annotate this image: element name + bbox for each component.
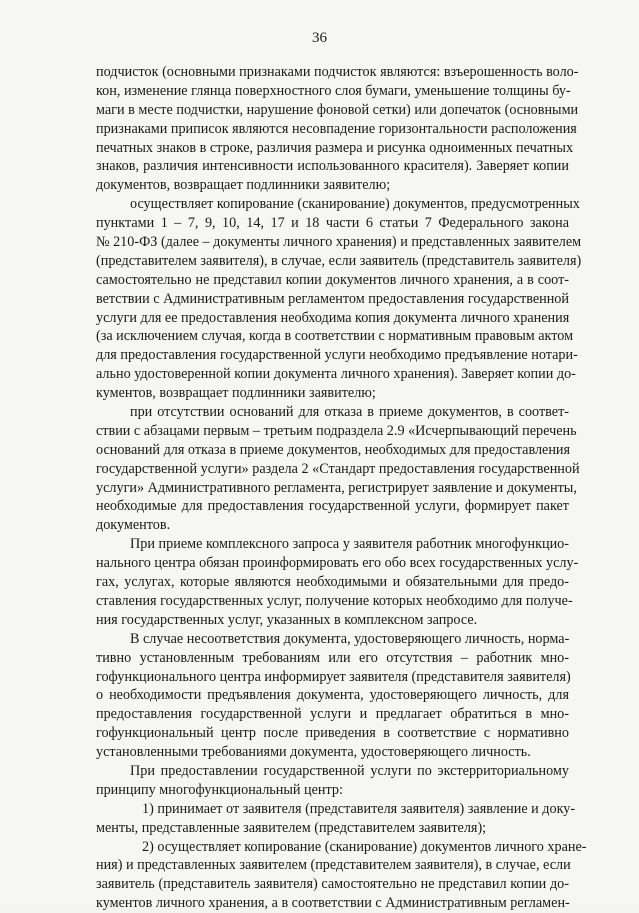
- text-line: услуги для ее предоставления необходима копия документа личного хранения: [96, 309, 570, 326]
- text-line: При предоставлении государственной услуги по экстерриториальному: [130, 762, 569, 779]
- text-line: ветствии с Административным регламентом предоставления государственной: [96, 290, 569, 307]
- text-line: При приеме комплексного запроса у заявителя работник многофункцио-: [130, 536, 569, 553]
- text-line: печатных знаков в строке, различия размера и рисунка одноименных печатных: [96, 139, 574, 156]
- text-line: 1) принимает от заявителя (представителя заявителя) заявление и доку-: [142, 800, 576, 817]
- text-line: кументов личного хранения, а в соответствии с Административным регламен-: [96, 895, 570, 912]
- text-line: услуги» Административного регламента, регистрирует заявление и документы,: [96, 479, 577, 496]
- text-line: ально удостоверенной копии документа личного хранения). Заверяет копии до-: [96, 366, 576, 383]
- text-line: государственной услуги» раздела 2 «Стандарт предоставления государственной: [96, 460, 580, 477]
- text-line: заявитель (представитель заявителя) самостоятельно не представил копии до-: [96, 876, 569, 893]
- text-line: документов, возвращает подлинники заявителю;: [96, 177, 391, 194]
- text-line: предоставления государственной услуги и предлагает обратиться в мно-: [96, 706, 569, 723]
- page-number: 36: [312, 30, 327, 46]
- text-line: нального центра обязан проинформировать его обо всех государственных услу-: [96, 555, 579, 572]
- text-line: кон, изменение глянца поверхностного слоя бумаги, уменьшение толщины бу-: [96, 82, 571, 99]
- text-line: кументов, возвращает подлинники заявителю;: [96, 385, 376, 402]
- text-line: принципу многофункциональный центр:: [96, 781, 343, 798]
- text-line: оснований для отказа в приеме документов, необходимых для предоставления: [96, 441, 571, 458]
- text-line: необходимые для предоставления государственной услуги, формирует пакет: [96, 498, 569, 515]
- text-line: о необходимости предъявления документа, удостоверяющего личность, для: [96, 687, 569, 704]
- text-line: (за исключением случая, когда в соответствии с нормативным правовым актом: [96, 328, 574, 345]
- text-line: при отсутствии оснований для отказа в приеме документов, в соответ-: [130, 404, 569, 421]
- text-line: ния) и представленных заявителем (представителем заявителя), в случае, если: [96, 857, 571, 874]
- text-line: (представителем заявителя), в случае, если заявитель (представитель заявителя): [96, 252, 582, 269]
- text-line: документов.: [96, 517, 171, 534]
- text-line: ния государственных услуг, указанных в комплексном запросе.: [96, 611, 478, 628]
- text-line: гах, услугах, которые являются необходимыми и обязательными для предо-: [96, 574, 569, 591]
- text-line: подчисток (основными признаками подчисток являются: взъерошенность воло-: [96, 64, 579, 80]
- document-body: [96, 63, 587, 913]
- text-line: менты, представленные заявителем (представителем заявителя);: [96, 819, 487, 836]
- text-line: осуществляет копирование (сканирование) документов, предусмотренных: [130, 196, 580, 213]
- text-line: ствии с абзацами первым – третьим подраздела 2.9 «Исчерпывающий перечень: [96, 422, 577, 439]
- text-line: гофункционального центра информирует заявителя (представителя заявителя): [96, 668, 571, 685]
- text-line: знаков, различия интенсивности использованного красителя). Заверяет копии: [96, 158, 569, 175]
- text-line: пунктами 1 – 7, 9, 10, 14, 17 и 18 части 6 статьи 7 Федерального закона: [96, 215, 569, 232]
- text-line: маги в месте подчистки, нарушение фоновой сетки) или допечаток (основными: [96, 101, 579, 118]
- text-line: для предоставления государственной услуги необходимо предъявление нотари-: [96, 347, 578, 364]
- text-line: 2) осуществляет копирование (сканирование) документов личного хране-: [142, 838, 587, 855]
- text-line: установленными требованиями документа, удостоверяющего личность.: [96, 744, 531, 761]
- text-line: самостоятельно не представил копии документов личного хранения, а в соот-: [96, 271, 569, 288]
- text-line: ставления государственных услуг, получение которых необходимо для получе-: [96, 592, 573, 609]
- text-line: № 210-ФЗ (далее – документы личного хранения) и представленных заявителем: [96, 234, 582, 251]
- text-line: В случае несоответствия документа, удостоверяющего личность, норма-: [130, 630, 570, 647]
- text-line: гофункциональный центр после приведения в соответствие с нормативно: [96, 725, 569, 742]
- text-line: тивно установленным требованиям или его отсутствия – работник мно-: [96, 649, 569, 666]
- text-line: признаками приписок являются несовпадение горизонтальности расположения: [96, 120, 577, 137]
